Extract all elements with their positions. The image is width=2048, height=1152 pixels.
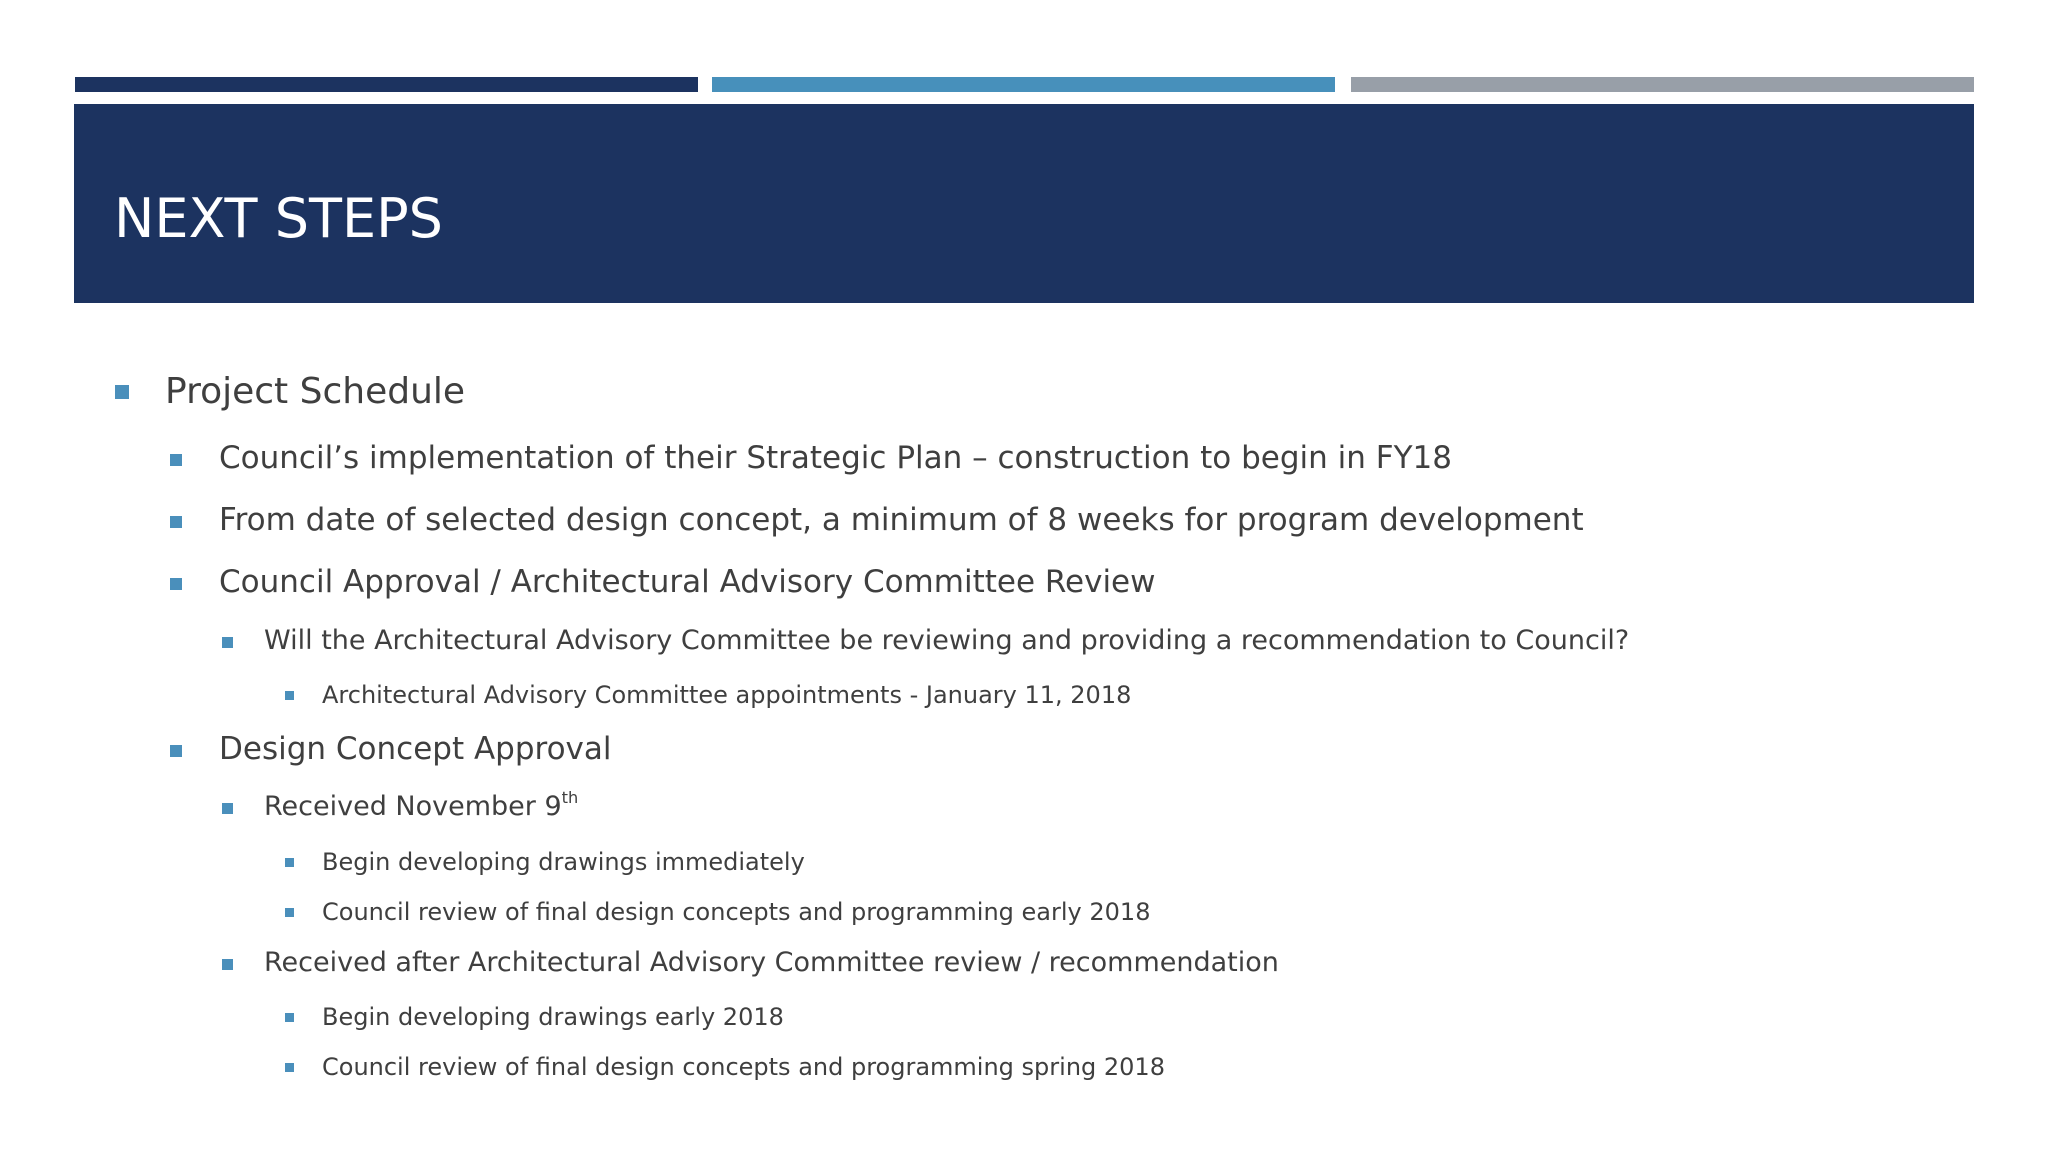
slide-title: NEXT STEPS [114, 187, 443, 250]
square-bullet-icon [285, 1013, 294, 1022]
accent-bar-gray [1351, 77, 1974, 92]
bullet-text: Will the Architectural Advisory Committee be reviewing and providing a recommendation to Council? [264, 625, 1630, 656]
square-bullet-icon [285, 908, 294, 917]
square-bullet-icon [170, 516, 182, 528]
square-bullet-icon [170, 454, 182, 466]
square-bullet-icon [285, 858, 294, 867]
square-bullet-icon [170, 578, 182, 590]
bullet-text: Council Approval / Architectural Advisory Committee Review [219, 564, 1156, 600]
bullet-text: Begin developing drawings early 2018 [322, 1003, 784, 1031]
square-bullet-icon [222, 803, 233, 814]
bullet-text: Architectural Advisory Committee appointments - January 11, 2018 [322, 681, 1132, 709]
bullet-text: From date of selected design concept, a minimum of 8 weeks for program development [219, 502, 1584, 538]
ordinal-superscript: th [561, 787, 579, 807]
bullet-text: Received November 9th [264, 787, 579, 822]
square-bullet-icon [285, 1063, 294, 1072]
bullet-text: Council’s implementation of their Strategic Plan – construction to begin in FY18 [219, 440, 1452, 476]
accent-bar-blue [712, 77, 1335, 92]
square-bullet-icon [222, 637, 233, 648]
square-bullet-icon [170, 745, 182, 757]
bullet-text: Design Concept Approval [219, 731, 612, 767]
square-bullet-icon [115, 385, 129, 399]
accent-bar-navy [75, 77, 698, 92]
square-bullet-icon [222, 959, 233, 970]
bullet-text: Council review of final design concepts and programming early 2018 [322, 898, 1151, 926]
bullet-text: Council review of final design concepts and programming spring 2018 [322, 1053, 1165, 1081]
bullet-text: Project Schedule [165, 371, 466, 412]
bullet-text: Begin developing drawings immediately [322, 848, 805, 876]
square-bullet-icon [285, 691, 294, 700]
title-band [74, 104, 1974, 303]
bullet-text: Received after Architectural Advisory Committee review / recommendation [264, 947, 1279, 978]
